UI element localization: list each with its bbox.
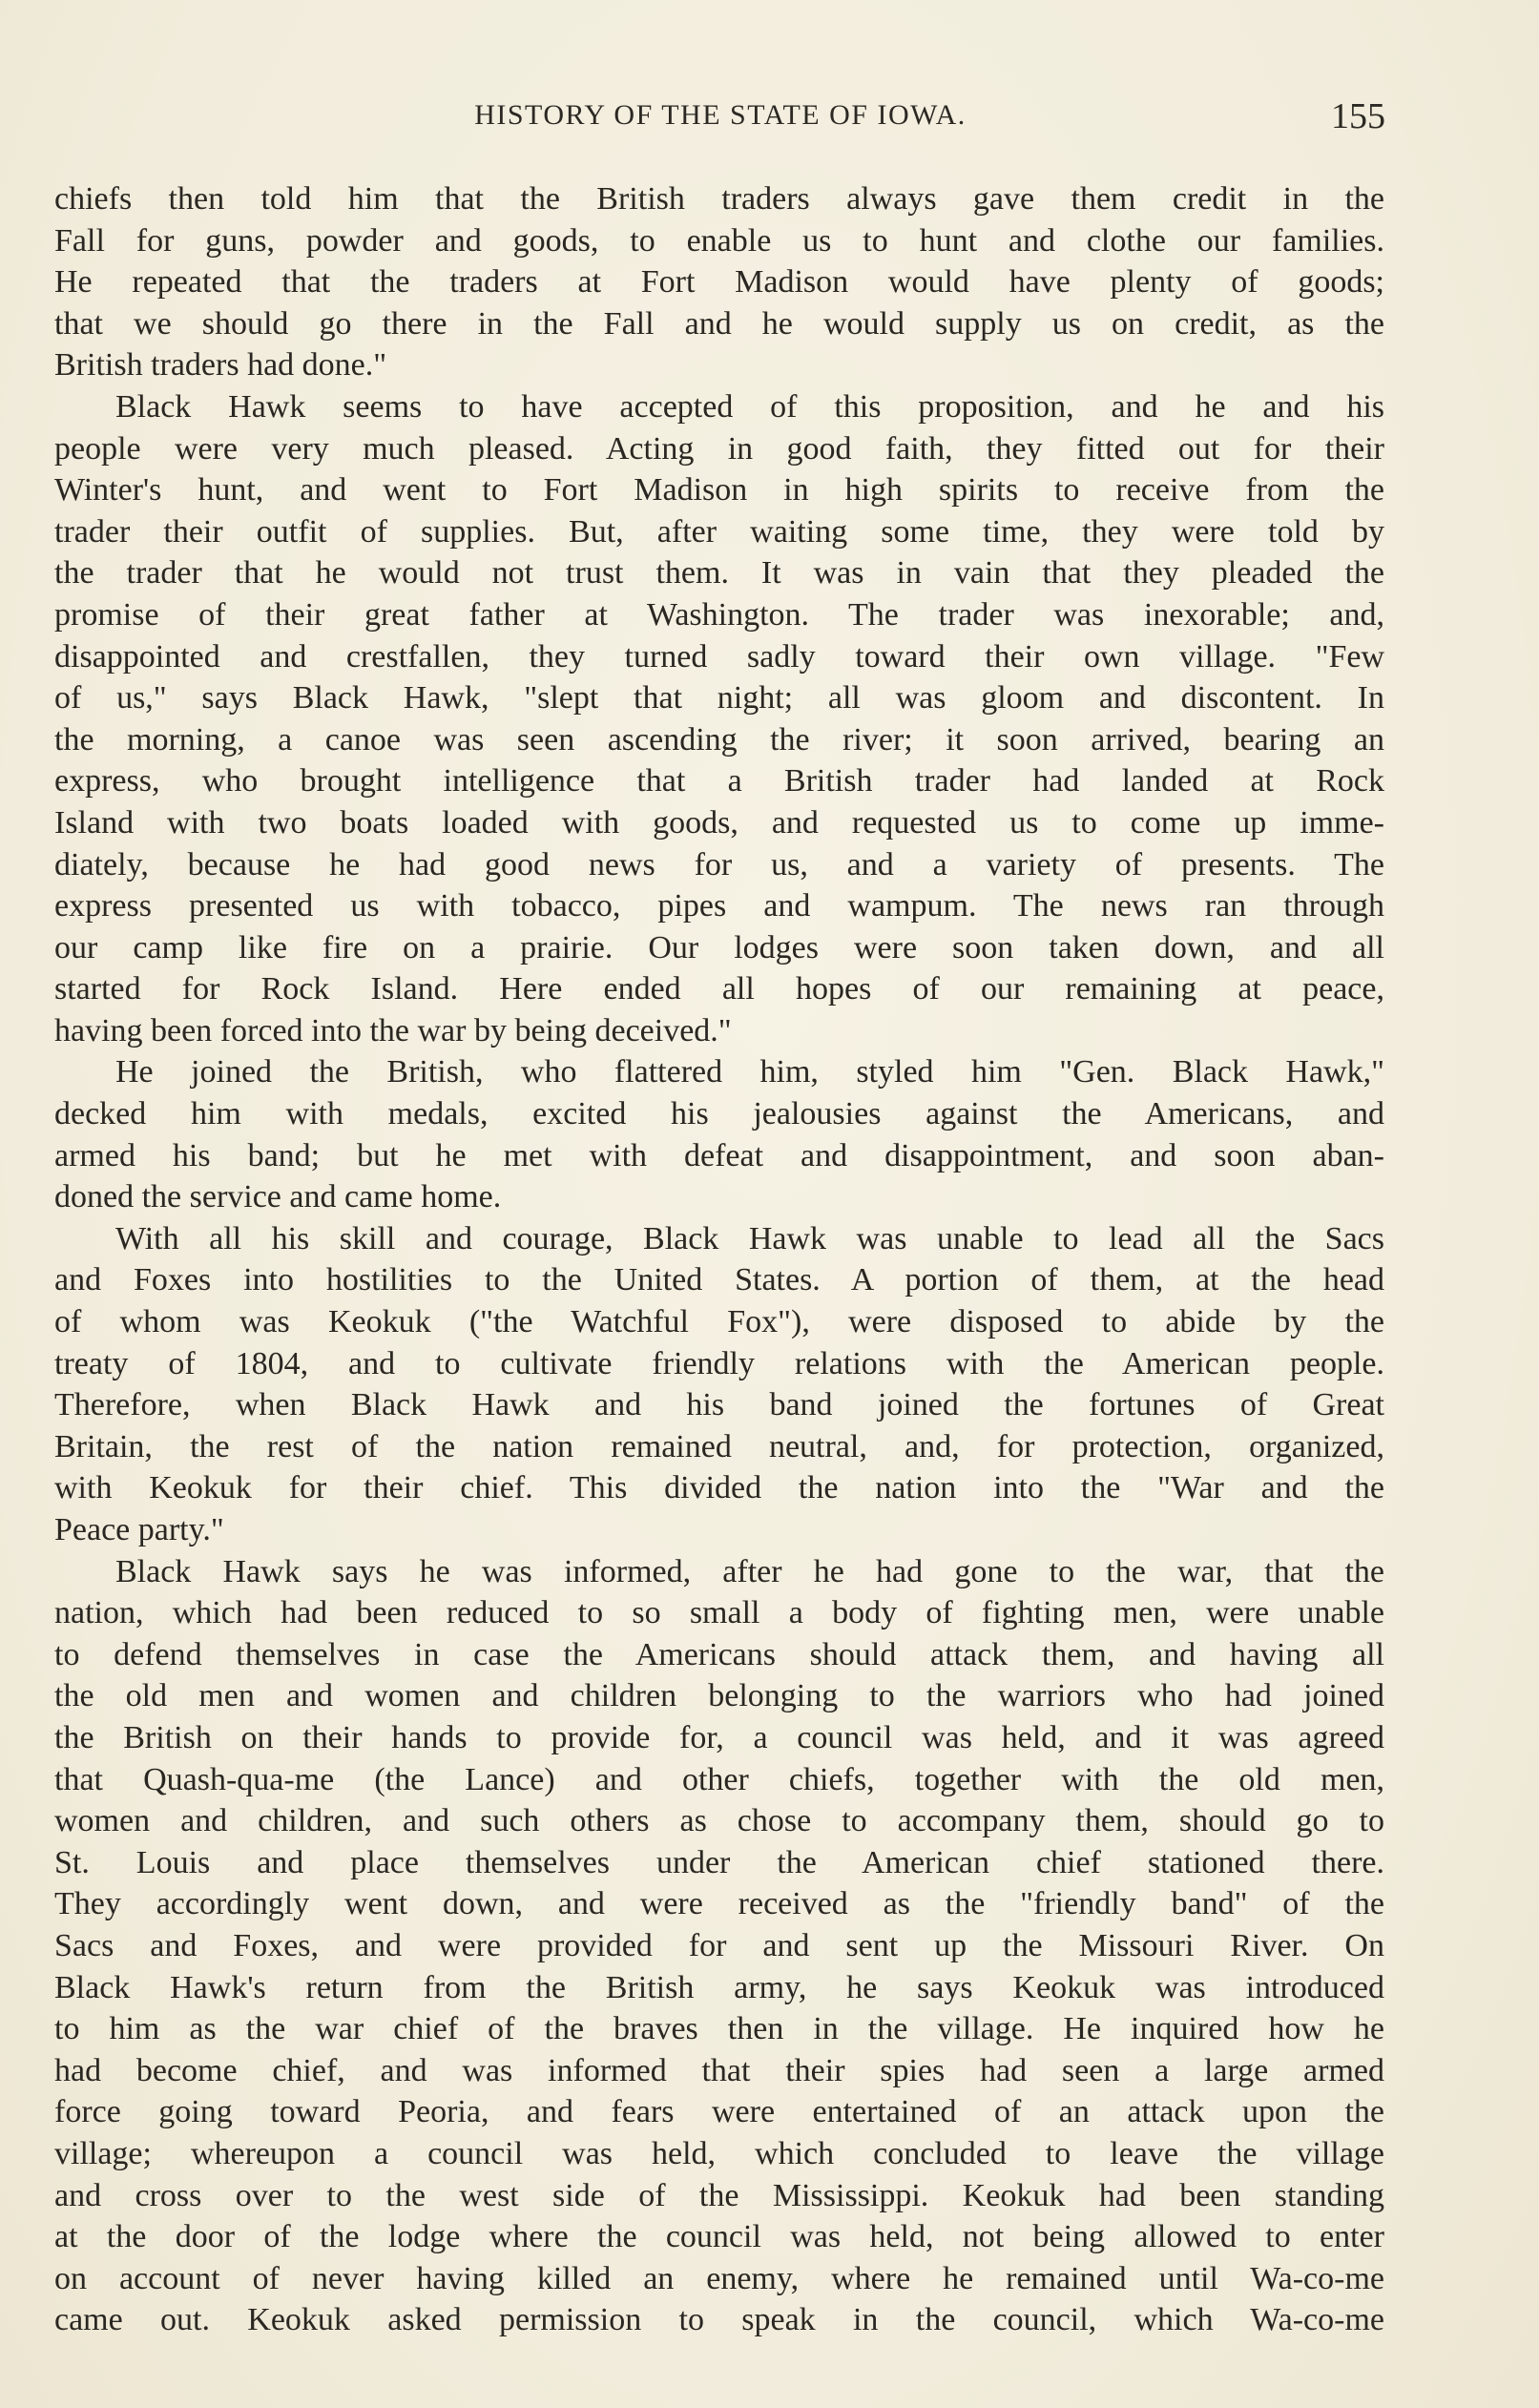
paragraph-first-line: Black Hawk says he was informed, after he had gone to the war, that the: [115, 1553, 1384, 1589]
text-line: nation, which had been reduced to so small a body of fighting men, were unable: [54, 1595, 1384, 1631]
text-line: trader their outfit of supplies. But, after waiting some time, they were told by: [54, 513, 1384, 550]
text-line: He repeated that the traders at Fort Madison would have plenty of goods;: [54, 264, 1384, 301]
text-line: Britain, the rest of the nation remained neutral, and, for protection, organized,: [54, 1428, 1384, 1464]
text-line: Black Hawk's return from the British army, he says Keokuk was introduced: [54, 1969, 1384, 2005]
text-line: people were very much pleased. Acting in good faith, they fitted out for their: [54, 430, 1384, 467]
text-line: on account of never having killed an enemy, where he remained until Wa-co-me: [54, 2260, 1384, 2296]
text-line: express presented us with tobacco, pipes and wampum. The news ran through: [54, 888, 1384, 924]
paragraph-first-line: He joined the British, who flattered him, styled him "Gen. Black Hawk,": [115, 1054, 1384, 1090]
text-line: the old men and women and children belonging to the warriors who had joined: [54, 1678, 1384, 1714]
text-line: to defend themselves in case the Americans should attack them, and having all: [54, 1636, 1384, 1672]
text-line: our camp like fire on a prairie. Our lodges were soon taken down, and all: [54, 929, 1384, 965]
text-line: promise of their great father at Washington. The trader was inexorable; and,: [54, 596, 1384, 633]
text-line: started for Rock Island. Here ended all hopes of our remaining at peace,: [54, 971, 1384, 1007]
text-line: that Quash-qua-me (the Lance) and other chiefs, together with the old men,: [54, 1761, 1384, 1797]
page-header: [55, 95, 1385, 143]
text-line: village; whereupon a council was held, which concluded to leave the village: [54, 2135, 1384, 2171]
text-line: British traders had done.": [54, 347, 387, 384]
text-line: express, who brought intelligence that a British trader had landed at Rock: [54, 763, 1384, 799]
page-number: 155: [1331, 96, 1385, 136]
text-line: treaty of 1804, and to cultivate friendly relations with the American people.: [54, 1345, 1384, 1381]
text-line: chiefs then told him that the British traders always gave them credit in the: [54, 181, 1384, 217]
text-line: and Foxes into hostilities to the United States. A portion of them, at the head: [54, 1262, 1384, 1298]
text-line: St. Louis and place themselves under the American chief stationed there.: [54, 1844, 1384, 1880]
text-line: force going toward Peoria, and fears were entertained of an attack upon the: [54, 2094, 1384, 2130]
running-title: HISTORY OF THE STATE OF IOWA.: [474, 99, 967, 131]
text-line: the trader that he would not trust them. It was in vain that they pleaded the: [54, 555, 1384, 592]
text-line: Peace party.": [54, 1512, 224, 1547]
text-line: disappointed and crestfallen, they turned sadly toward their own village. "Few: [54, 638, 1384, 675]
text-line: having been forced into the war by being deceived.": [54, 1012, 732, 1048]
text-line: the British on their hands to provide for, a council was held, and it was agreed: [54, 1719, 1384, 1755]
text-line: They accordingly went down, and were received as the "friendly band" of the: [54, 1886, 1384, 1922]
text-line: to him as the war chief of the braves then in the village. He inquired how he: [54, 2011, 1384, 2047]
text-line: at the door of the lodge where the council was held, not being allowed to enter: [54, 2219, 1384, 2255]
text-line: diately, because he had good news for us, and a variety of presents. The: [54, 846, 1384, 882]
text-line: with Keokuk for their chief. This divided the nation into the "War and the: [54, 1470, 1384, 1506]
body-text: [54, 178, 1384, 2341]
text-line: came out. Keokuk asked permission to speak in the council, which Wa-co-me: [54, 2302, 1384, 2338]
text-line: armed his band; but he met with defeat and disappointment, and soon aban-: [54, 1137, 1384, 1173]
paragraph-first-line: Black Hawk seems to have accepted of this proposition, and he and his: [115, 388, 1384, 425]
text-line: and cross over to the west side of the Mississippi. Keokuk had been standing: [54, 2177, 1384, 2213]
text-line: Sacs and Foxes, and were provided for and sent up the Missouri River. On: [54, 1927, 1384, 1963]
text-line: Fall for guns, powder and goods, to enable us to hunt and clothe our families.: [54, 222, 1384, 259]
text-line: Winter's hunt, and went to Fort Madison in high spirits to receive from the: [54, 472, 1384, 509]
text-line: doned the service and came home.: [54, 1179, 502, 1215]
text-line: decked him with medals, excited his jealousies against the Americans, and: [54, 1096, 1384, 1132]
text-line: the morning, a canoe was seen ascending the river; it soon arrived, bearing an: [54, 721, 1384, 758]
text-line: of us," says Black Hawk, "slept that night; all was gloom and discontent. In: [54, 680, 1384, 716]
text-line: that we should go there in the Fall and he would supply us on credit, as the: [54, 305, 1384, 342]
text-line: of whom was Keokuk ("the Watchful Fox"), were disposed to abide by the: [54, 1304, 1384, 1340]
text-line: had become chief, and was informed that their spies had seen a large armed: [54, 2052, 1384, 2088]
text-line: Therefore, when Black Hawk and his band joined the fortunes of Great: [54, 1387, 1384, 1423]
text-line: women and children, and such others as chose to accompany them, should go to: [54, 1803, 1384, 1839]
paragraph-first-line: With all his skill and courage, Black Hawk was unable to lead all the Sacs: [115, 1220, 1384, 1256]
text-line: Island with two boats loaded with goods, and requested us to come up imme-: [54, 804, 1384, 841]
